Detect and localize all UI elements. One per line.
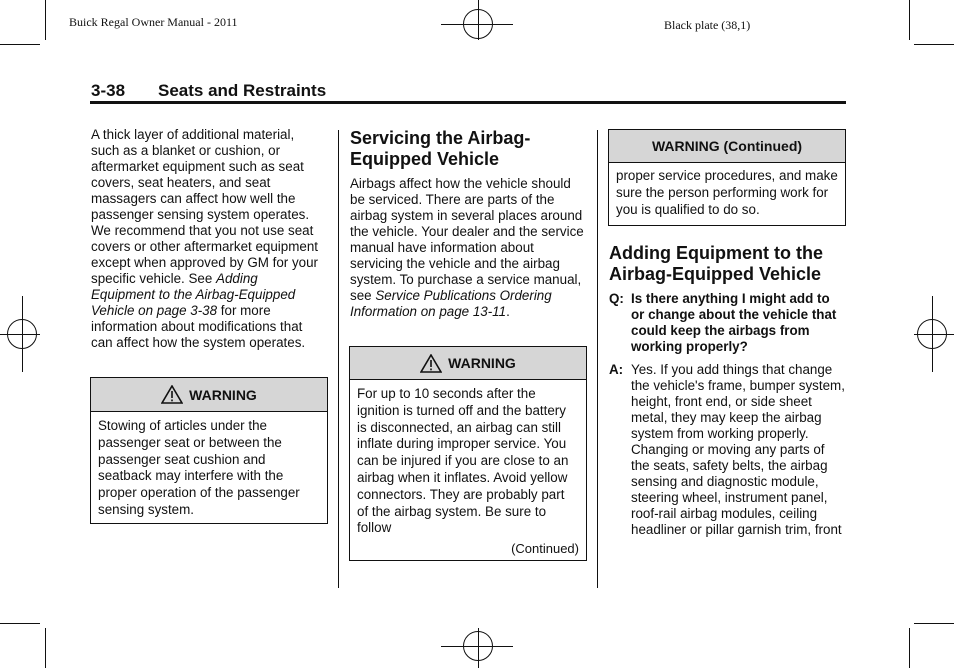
warning-box (349, 346, 587, 561)
warning-title: WARNING (448, 355, 516, 371)
section-title: Seats and Restraints (158, 81, 327, 100)
answer-item (609, 362, 845, 538)
column-2 (350, 128, 584, 320)
warning-box (608, 129, 846, 226)
crop-mark (909, 628, 910, 668)
crop-mark (914, 44, 954, 45)
column-divider (338, 130, 339, 588)
question-item (609, 291, 845, 355)
plate-info: Black plate (38,1) (664, 18, 751, 32)
continued-note: (Continued) (511, 541, 579, 556)
warning-header (609, 130, 845, 163)
warning-title: WARNING (Continued) (651, 138, 803, 154)
warning-title: WARNING (189, 386, 257, 403)
body-paragraph: A thick layer of additional material, such as a blanket or cushion, or aftermarket equipment such as seat covers, seat heaters, and seat massagers can affect how well the passenger sensing system operates. We recommend that you not use seat covers or other aftermarket equipment except when approved by GM for your specific vehicle. See Adding Equipment to the Airbag-Equipped Vehicle on page 3-38 for more information about modifications that can affect how the system operates. (91, 127, 319, 350)
warning-triangle-icon (420, 354, 442, 373)
crop-mark (45, 628, 46, 668)
question-label: Q: (609, 291, 624, 306)
section-heading: Adding Equipment to the Airbag-Equipped Vehicle (609, 243, 823, 284)
answer-text: Yes. If you add things that change the vehicle's frame, bumper system, height, front end, or side sheet metal, they may keep the airbag system from working properly. Changing or moving any parts of the seats, safety belts, the airbag sensing and diagnostic module, steering wheel, instrument panel, roof-rail airbag modules, ceiling headliner or pillar garnish trim, front (631, 362, 845, 537)
page-number: 3-38 (91, 81, 126, 100)
section-heading: Servicing the Airbag-Equipped Vehicle (350, 128, 531, 169)
body-paragraph: Airbags affect how the vehicle should be serviced. There are parts of the airbag system in several places around the vehicle. Your dealer and the service manual have information about servicing the vehicle and the airbag system. To purchase a service manual, see Service Publications Ordering Information on page 13-11. (350, 176, 584, 319)
warning-text: proper service procedures, and make sure the person performing work for you is qualified to do so. (616, 168, 838, 217)
crop-mark (45, 0, 46, 40)
warning-text: For up to 10 seconds after the ignition is turned off and the battery is disconnected, an airbag can still inflate during improper service. You can be injured if you are close to an airbag when it inflates. Avoid yellow connectors. They are probably part of the airbag system. Be sure to follow (357, 386, 569, 536)
answer-label: A: (609, 362, 624, 377)
cross-reference-link[interactable]: Service Publications Ordering Information on page 13-11 (350, 288, 552, 319)
warning-header (350, 347, 586, 380)
header-rule (90, 101, 846, 104)
warning-box (90, 377, 328, 524)
column-divider (597, 130, 598, 588)
column-1 (91, 127, 325, 351)
cross-reference-link[interactable]: Adding Equipment to the Airbag-Equipped Vehicle on page 3-38 (91, 271, 296, 318)
warning-triangle-icon (161, 385, 183, 404)
crop-mark (914, 623, 954, 624)
warning-header (91, 378, 327, 412)
crop-mark (0, 44, 40, 45)
crop-mark (0, 623, 40, 624)
manual-title: Buick Regal Owner Manual - 2011 (69, 15, 238, 29)
question-text: Is there anything I might add to or change about the vehicle that could keep the airbags from working properly? (631, 291, 837, 354)
warning-text: Stowing of articles under the passenger seat or between the passenger seat cushion and seatback may interfere with the proper operation of the passenger sensing system. (98, 418, 300, 517)
column-3 (609, 243, 845, 285)
crop-mark (909, 0, 910, 40)
